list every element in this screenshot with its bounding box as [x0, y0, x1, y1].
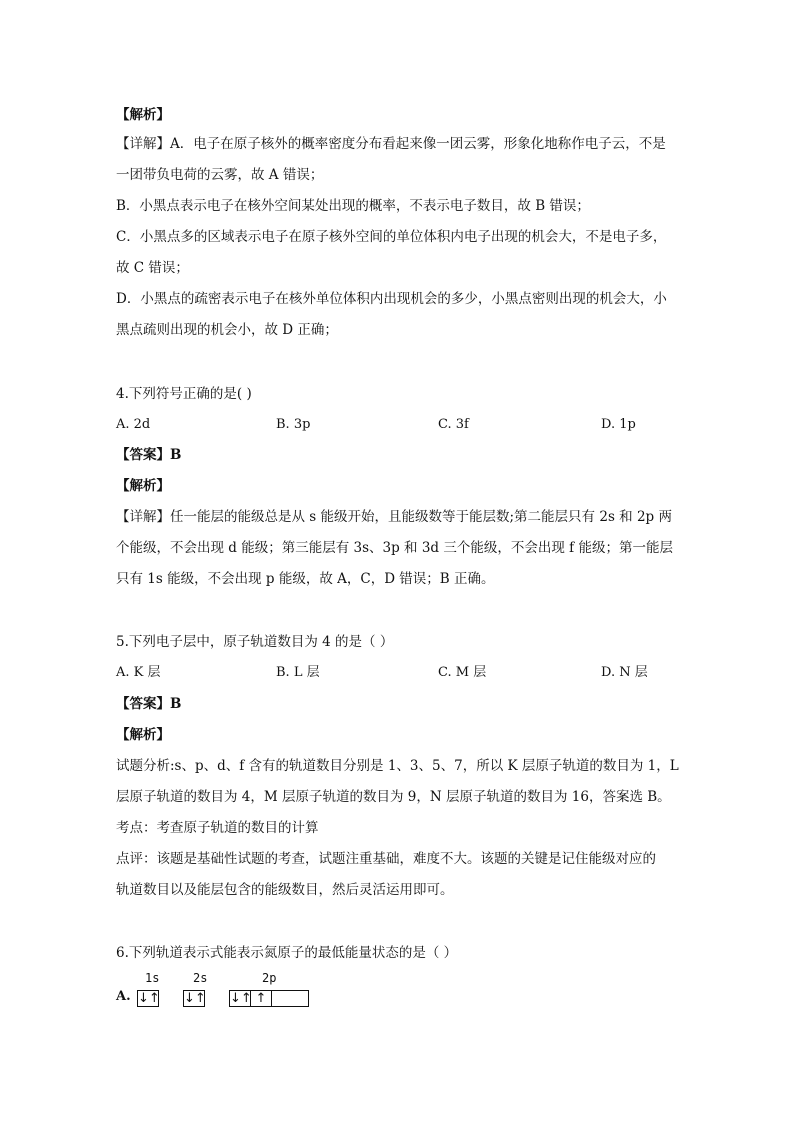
orbital-label-1s: 1s — [145, 971, 160, 985]
orbital-box-1s: ↓↑ — [138, 991, 160, 1006]
analysis-heading: 【解析】 — [116, 478, 170, 494]
option-a: A. 2d — [116, 417, 151, 432]
orbital-box-2p-3 — [271, 990, 309, 1007]
kaodian-line: 考点：考查原子轨道的数目的计算 — [116, 820, 319, 836]
detail-line: 【详解】任一能层的能级总是从 s 能级开始，且能级数等于能层数;第二能层只有 2s 和 2p 两 — [116, 509, 672, 525]
option-d: D. N 层 — [601, 665, 648, 680]
answer: 【答案】B — [116, 696, 182, 712]
analysis-line: 试题分析:s、p、d、f 含有的轨道数目分别是 1、3、5、7，所以 K 层原子轨道的数目为 1，L — [116, 758, 679, 774]
option-a: A. K 层 — [116, 665, 161, 680]
option-a-label: A. — [116, 989, 131, 1004]
analysis-heading: 【解析】 — [116, 107, 170, 123]
orbital-box-2p-1: ↓↑ — [230, 991, 252, 1006]
orbital-box-2p-2: ↑ — [250, 990, 272, 1007]
comment-line: 轨道数目以及能层包含的能级数目，然后灵活运用即可。 — [116, 882, 454, 898]
option-b: B. 3p — [276, 417, 311, 432]
detail-line: 一团带负电荷的云雾，故 A 错误； — [116, 167, 324, 183]
question-6: 6.下列轨道表示式能表示氮原子的最低能量状态的是（ ） — [116, 945, 458, 961]
detail-line: 【详解】A．电子在原子核外的概率密度分布看起来像一团云雾，形象化地称作电子云，不是 — [116, 136, 666, 152]
detail-line: 黑点疏则出现的机会小，故 D 正确； — [116, 322, 338, 338]
orbital-label-2p: 2p — [262, 971, 277, 985]
option-c: C. M 层 — [438, 665, 487, 680]
option-c: C. 3f — [438, 417, 469, 432]
detail-line: B．小黑点表示电子在核外空间某处出现的概率，不表示电子数目，故 B 错误； — [116, 198, 590, 214]
question-5: 5.下列电子层中，原子轨道数目为 4 的是（ ） — [116, 634, 394, 650]
detail-line: 只有 1s 能级，不会出现 p 能级，故 A，C，D 错误；B 正确。 — [116, 571, 495, 587]
answer: 【答案】B — [116, 447, 182, 463]
option-b: B. L 层 — [276, 665, 320, 680]
analysis-line: 层原子轨道的数目为 4，M 层原子轨道的数目为 9，N 层原子轨道的数目为 16，答案选 B。 — [116, 789, 671, 805]
detail-line: C．小黑点多的区域表示电子在原子核外空间的单位体积内电子出现的机会大，不是电子多， — [116, 229, 667, 245]
analysis-heading: 【解析】 — [116, 727, 170, 743]
option-d: D. 1p — [601, 417, 636, 432]
orbital-label-2s: 2s — [193, 971, 208, 985]
comment-line: 点评：该题是基础性试题的考查，试题注重基础，难度不大。该题的关键是记住能级对应的 — [116, 851, 656, 867]
orbital-diagram-a — [137, 990, 337, 1007]
detail-line: 故 C 错误； — [116, 260, 189, 276]
detail-line: 个能级，不会出现 d 能级；第三能层有 3s、3p 和 3d 三个能级，不会出现 f 能级；第一能层 — [116, 540, 673, 556]
orbital-box-2s: ↓↑ — [184, 991, 206, 1006]
question-4: 4.下列符号正确的是( ) — [116, 386, 252, 402]
detail-line: D．小黑点的疏密表示电子在核外单位体积内出现机会的多少，小黑点密则出现的机会大，小 — [116, 291, 667, 307]
